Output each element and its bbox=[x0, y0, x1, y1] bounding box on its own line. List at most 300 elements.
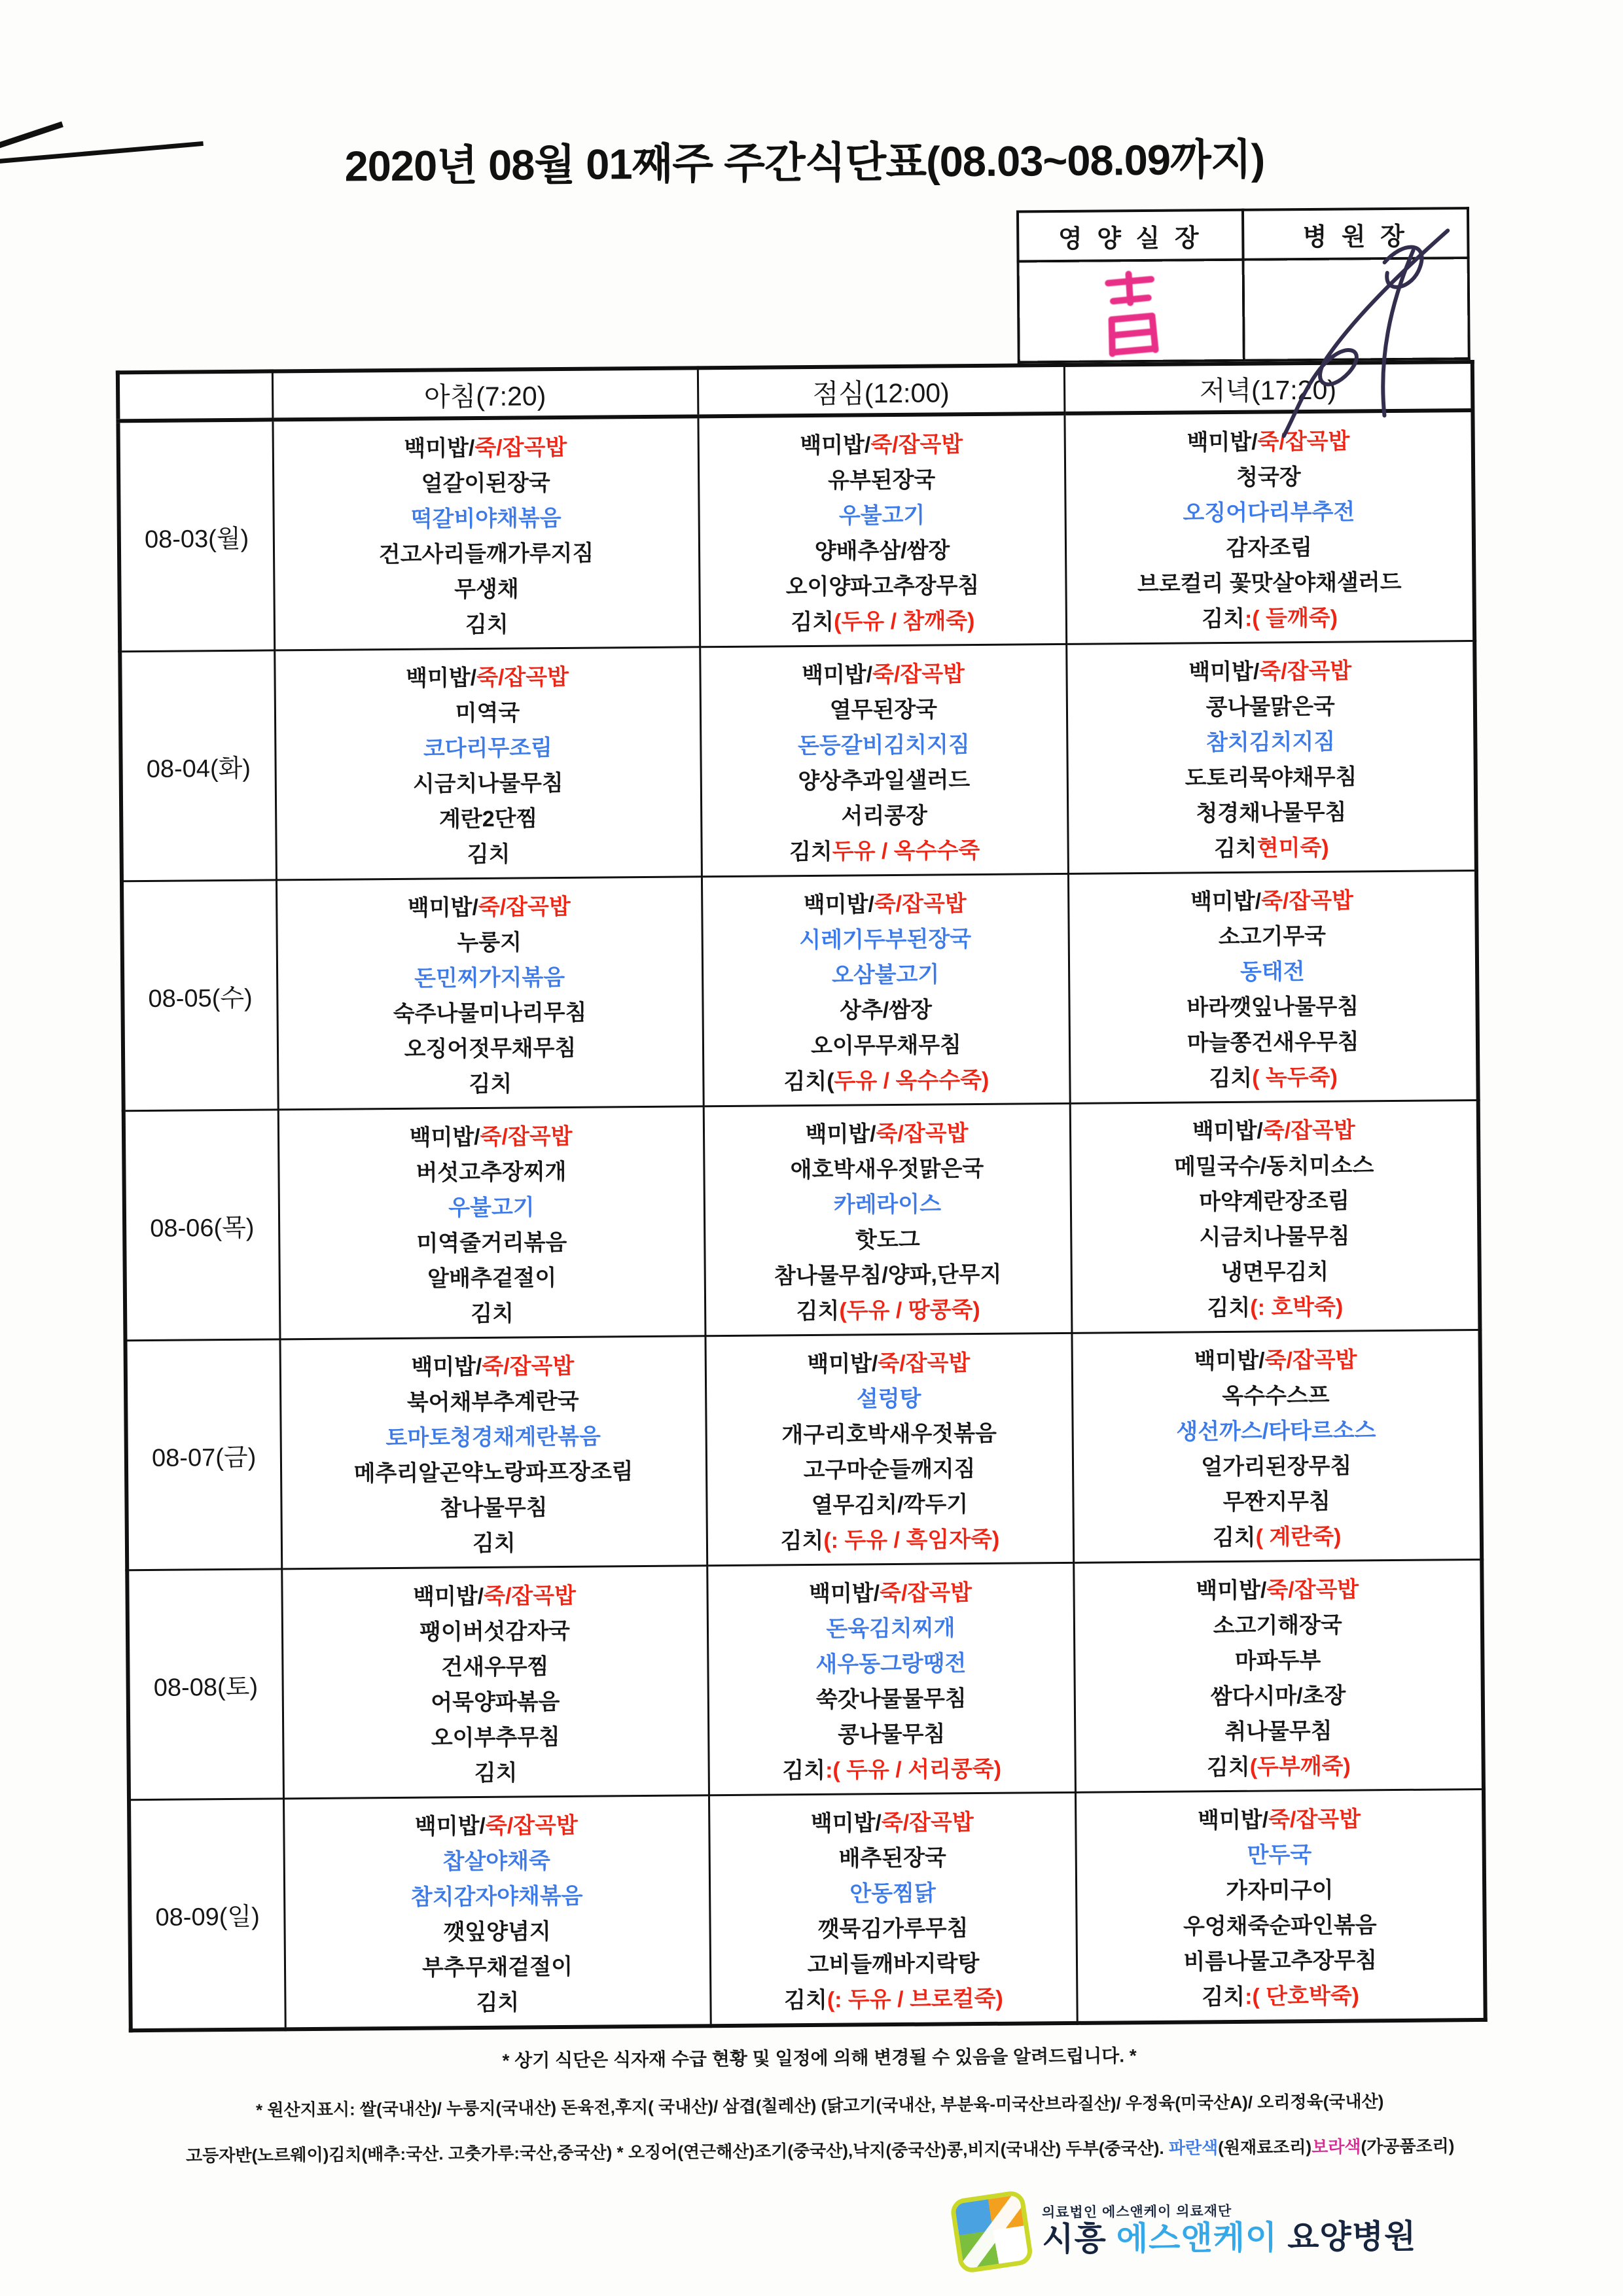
text-segment: 양상추과일샐러드 bbox=[798, 767, 971, 794]
hospital-name: 시흥 에스앤케이 요양병원 bbox=[1042, 2217, 1417, 2258]
menu-item-line bbox=[277, 656, 698, 694]
menu-item-line bbox=[703, 759, 1065, 797]
hospital-foundation-name: 의료법인 에스앤케이 의료재단 bbox=[1041, 2204, 1232, 2221]
menu-item-line bbox=[1075, 1409, 1478, 1448]
text-segment: ( 계란죽) bbox=[1255, 1524, 1342, 1550]
text-segment: 청경채나물무침 bbox=[1196, 800, 1347, 826]
text-segment: (: 두유 / 브로컬죽) bbox=[827, 1986, 1003, 2013]
text-segment: 시금치나물무침 bbox=[412, 770, 563, 797]
text-segment: 참치김치지짐 bbox=[1205, 729, 1336, 755]
text-segment: :( 두유 / 서리콩죽) bbox=[825, 1756, 1002, 1783]
text-segment: 백미밥/ bbox=[1192, 1118, 1264, 1144]
text-segment: 백미밥/ bbox=[800, 432, 871, 458]
text-segment: 알배추겉절이 bbox=[427, 1265, 557, 1292]
text-segment: (두부깨죽) bbox=[1249, 1754, 1351, 1780]
text-segment: 김치 bbox=[791, 609, 834, 635]
text-segment: 백미밥/ bbox=[409, 1124, 480, 1150]
text-segment: 죽/잡곡밥 bbox=[1260, 887, 1354, 914]
text-segment: 비름나물고추장무침 bbox=[1183, 1947, 1378, 1975]
text-segment: 파란색 bbox=[1168, 2138, 1219, 2158]
text-segment: 무짠지무침 bbox=[1222, 1489, 1330, 1515]
menu-item-line bbox=[710, 1678, 1072, 1716]
text-segment: 김치 bbox=[1212, 1525, 1256, 1550]
menu-item-line bbox=[1072, 1056, 1475, 1095]
date-cell: 08-07(금) bbox=[125, 1339, 281, 1570]
date-cell: 08-05(수) bbox=[122, 880, 278, 1111]
menu-item-line bbox=[285, 1680, 705, 1719]
footer-origin-line1: * 원산지표시: 쌀(국내산)/ 누룽지(국내산) 돈육전,후지( 국내산)/ 삼겹(칠레산) (닭고기(국내산, 부분육-미국산브라질산)/ 우정육(미국산A)/ 오리정육(국내산) bbox=[255, 2091, 1384, 2120]
text-segment: 유부된장국 bbox=[827, 467, 936, 493]
breakfast-cell bbox=[283, 1795, 711, 2030]
menu-item-line bbox=[285, 1716, 706, 1754]
text-segment: 마약계란장조림 bbox=[1199, 1188, 1350, 1214]
text-segment: 백미밥/ bbox=[406, 665, 477, 691]
approval-stamp-cell bbox=[1018, 260, 1244, 362]
menu-item-line bbox=[711, 1801, 1073, 1839]
menu-item-line bbox=[1071, 879, 1474, 918]
text-segment: 쑥갓나물물무침 bbox=[815, 1686, 967, 1712]
text-segment: 무생채 bbox=[454, 576, 519, 602]
menu-item-line bbox=[278, 797, 699, 836]
date-cell: 08-04(화) bbox=[120, 650, 276, 881]
text-segment: 두유 / 옥수수죽 bbox=[832, 838, 980, 864]
text-segment: 죽/잡곡밥 bbox=[1266, 1576, 1359, 1603]
menu-item-line bbox=[1071, 1021, 1474, 1059]
hospital-logo-icon bbox=[949, 2189, 1034, 2274]
dinner-cell bbox=[1073, 1559, 1484, 1792]
text-segment: 백미밥/ bbox=[404, 435, 475, 461]
text-segment: 오이부추무침 bbox=[431, 1724, 560, 1751]
menu-item-line bbox=[286, 1839, 707, 1878]
text-segment: 참치감자야채볶음 bbox=[410, 1883, 583, 1910]
column-header-lunch: 점심(12:00) bbox=[698, 365, 1065, 416]
text-segment: 시금치나물무침 bbox=[1199, 1224, 1350, 1250]
text-segment: 죽/잡곡밥 bbox=[1257, 429, 1350, 455]
text-segment: 콩나물맑은국 bbox=[1205, 694, 1335, 720]
breakfast-cell bbox=[276, 877, 704, 1110]
text-segment: (가공품조리) bbox=[1361, 2136, 1455, 2157]
menu-item-line bbox=[1069, 720, 1472, 759]
menu-item-line bbox=[711, 1748, 1073, 1786]
lunch-cell bbox=[698, 414, 1066, 647]
text-segment: 브로컬리 꽃맛살야채샐러드 bbox=[1137, 569, 1402, 597]
text-segment: 죽/잡곡밥 bbox=[476, 664, 569, 690]
column-header-breakfast: 아침(7:20) bbox=[272, 368, 698, 419]
text-segment: 김치 bbox=[474, 1760, 518, 1786]
menu-item-line bbox=[708, 1448, 1070, 1486]
menu-item-line bbox=[1069, 650, 1472, 688]
menu-row bbox=[127, 1559, 1484, 1799]
text-segment: 상추/쌈장 bbox=[839, 997, 933, 1023]
menu-item-line bbox=[1076, 1604, 1479, 1642]
text-segment: 배추된장국 bbox=[838, 1845, 946, 1871]
menu-item-line bbox=[285, 1751, 706, 1790]
lunch-cell bbox=[702, 874, 1070, 1106]
text-segment: 깻묵김가루무침 bbox=[817, 1915, 969, 1942]
lunch-cell bbox=[700, 644, 1068, 876]
text-segment: 메밀국수/동치미소스 bbox=[1174, 1152, 1374, 1180]
menu-item-line bbox=[701, 529, 1063, 567]
text-segment: 죽/잡곡밥 bbox=[878, 1350, 971, 1376]
menu-item-line bbox=[704, 830, 1065, 868]
menu-item-line bbox=[277, 691, 698, 730]
text-segment: 얼갈이된장국 bbox=[421, 470, 550, 497]
menu-item-line bbox=[1073, 1250, 1476, 1289]
menu-item-line bbox=[712, 1907, 1074, 1945]
text-segment: 백미밥/ bbox=[1197, 1807, 1269, 1833]
text-segment: 설렁탕 bbox=[856, 1386, 921, 1411]
text-segment: 버섯고추장찌개 bbox=[416, 1159, 567, 1186]
breakfast-cell bbox=[279, 1336, 707, 1569]
text-segment: 부추무채겉절이 bbox=[421, 1954, 573, 1981]
menu-item-line bbox=[279, 885, 700, 924]
menu-item-line bbox=[707, 1377, 1069, 1415]
text-segment: 숙주나물미나리무침 bbox=[393, 1000, 587, 1027]
menu-item-line bbox=[276, 567, 697, 606]
text-segment: 고비들깨바지락탕 bbox=[807, 1951, 980, 1977]
dinner-cell bbox=[1068, 871, 1478, 1104]
menu-item-line bbox=[1074, 1374, 1477, 1413]
text-segment: 백미밥/ bbox=[1190, 889, 1262, 914]
text-segment: 계란2단찜 bbox=[438, 805, 538, 832]
menu-item-line bbox=[279, 921, 700, 959]
text-segment: :( 들깨죽) bbox=[1244, 605, 1338, 631]
menu-item-line bbox=[281, 1221, 702, 1260]
text-segment: 고등자반(노르웨이)김치(배추:국산. 고춧가루:국산,중국산) * 오징어(연근해산)조기(중국산),낙지(중국산)콩,비지(국내산) 두부(중국산). bbox=[185, 2138, 1169, 2166]
text-segment: 가자미구이 bbox=[1226, 1877, 1334, 1903]
menu-item-line bbox=[705, 1059, 1067, 1097]
text-segment: 죽/잡곡밥 bbox=[874, 891, 967, 917]
menu-item-line bbox=[1077, 1745, 1480, 1784]
text-segment: 깻잎양념지 bbox=[443, 1918, 551, 1945]
date-cell: 08-09(일) bbox=[129, 1799, 285, 2030]
text-segment: 마파두부 bbox=[1234, 1648, 1321, 1674]
text-segment: 감자조림 bbox=[1226, 535, 1313, 561]
menu-item-line bbox=[707, 1342, 1069, 1380]
text-segment: 고구마순들깨지짐 bbox=[803, 1456, 976, 1483]
menu-item-line bbox=[704, 918, 1066, 956]
text-segment: 김치 bbox=[465, 612, 508, 637]
menu-item-line bbox=[1069, 756, 1472, 794]
text-segment: 참나물무침/양파,단무지 bbox=[774, 1262, 1002, 1288]
text-segment: 백미밥/ bbox=[801, 662, 873, 688]
text-segment: 백미밥/ bbox=[803, 891, 875, 917]
menu-item-line bbox=[709, 1607, 1071, 1645]
menu-item-line bbox=[1073, 1180, 1476, 1218]
menu-item-line bbox=[1067, 491, 1471, 529]
text-segment: (두유 / 땅콩죽) bbox=[839, 1297, 980, 1324]
text-segment: 죽/잡곡밥 bbox=[872, 661, 965, 687]
text-segment: 건새우무찜 bbox=[441, 1653, 549, 1680]
menu-item-line bbox=[1074, 1339, 1477, 1377]
text-segment: 우엉채죽순파인볶음 bbox=[1183, 1912, 1377, 1939]
menu-item-line bbox=[1079, 1904, 1482, 1943]
menu-item-line bbox=[1067, 455, 1470, 494]
text-segment: ( 녹두죽) bbox=[1252, 1065, 1338, 1091]
menu-item-line bbox=[283, 1415, 704, 1454]
text-segment: 냉면무김치 bbox=[1221, 1259, 1329, 1285]
menu-item-line bbox=[1073, 1215, 1476, 1254]
menu-row bbox=[122, 871, 1478, 1111]
text-segment: 보라색 bbox=[1311, 2136, 1361, 2157]
menu-item-line bbox=[284, 1610, 705, 1648]
text-segment: 죽/잡곡밥 bbox=[879, 1580, 972, 1606]
lunch-cell bbox=[709, 1792, 1077, 2026]
text-segment: 누룽지 bbox=[457, 929, 522, 955]
text-segment: 바라깻잎나물무침 bbox=[1186, 993, 1359, 1020]
menu-row bbox=[124, 1101, 1480, 1341]
menu-item-line bbox=[1073, 1144, 1476, 1183]
footer-origin-line2 bbox=[9, 2131, 1623, 2168]
text-segment: 죽/잡곡밥 bbox=[480, 1123, 573, 1150]
menu-item-line bbox=[712, 1943, 1074, 1981]
text-segment: 서리콩장 bbox=[841, 803, 928, 829]
text-segment: 백미밥/ bbox=[807, 1351, 878, 1377]
text-segment: 소고기무국 bbox=[1218, 923, 1327, 949]
text-segment: 김치 bbox=[1206, 1754, 1250, 1780]
text-segment: 얼가리된장무침 bbox=[1201, 1453, 1352, 1479]
text-segment: 양배추삼/쌈장 bbox=[814, 537, 950, 564]
text-segment: 새우동그랑땡전 bbox=[815, 1650, 967, 1677]
menu-item-line bbox=[700, 459, 1062, 497]
text-segment: 동태전 bbox=[1240, 959, 1305, 985]
menu-item-line bbox=[275, 461, 696, 500]
menu-body bbox=[118, 410, 1485, 2030]
menu-item-line bbox=[283, 1486, 704, 1525]
menu-item-line bbox=[276, 603, 697, 641]
menu-item-line bbox=[1070, 826, 1473, 865]
menu-item-line bbox=[705, 989, 1067, 1027]
text-segment: 백미밥/ bbox=[810, 1810, 882, 1836]
menu-item-line bbox=[1068, 597, 1471, 635]
text-segment: 백미밥/ bbox=[1188, 659, 1260, 684]
text-segment: 만두국 bbox=[1247, 1842, 1312, 1868]
text-segment: 죽/잡곡밥 bbox=[1262, 1117, 1355, 1144]
menu-item-line bbox=[702, 565, 1063, 603]
text-segment: 김치 bbox=[472, 1530, 516, 1556]
date-cell: 08-08(토) bbox=[127, 1569, 283, 1800]
menu-item-line bbox=[281, 1256, 702, 1295]
menu-item-line bbox=[277, 726, 698, 765]
text-segment: 현미죽) bbox=[1257, 835, 1329, 861]
menu-item-line bbox=[711, 1837, 1073, 1875]
text-segment: 김치 bbox=[780, 1528, 824, 1553]
menu-item-line bbox=[700, 423, 1062, 461]
text-segment: 죽/잡곡밥 bbox=[1264, 1347, 1357, 1373]
text-segment: 백미밥/ bbox=[414, 1813, 486, 1839]
lunch-cell bbox=[707, 1563, 1075, 1795]
text-segment: 김치 bbox=[1202, 606, 1245, 631]
menu-item-line bbox=[704, 953, 1066, 991]
text-segment: 백미밥/ bbox=[407, 894, 479, 921]
menu-item-line bbox=[285, 1645, 705, 1684]
text-segment: 미역국 bbox=[455, 699, 520, 726]
text-segment: 김치 bbox=[784, 1987, 828, 2013]
date-cell: 08-03(월) bbox=[118, 419, 274, 651]
menu-item-line bbox=[1079, 1975, 1482, 2013]
menu-item-line bbox=[1076, 1568, 1479, 1607]
footer-notice: * 상기 식단은 식자재 수급 현황 및 일정에 의해 변경될 수 있음을 알려드립니다. * bbox=[502, 2045, 1137, 2071]
menu-item-line bbox=[711, 1872, 1073, 1910]
menu-item-line bbox=[1075, 1480, 1478, 1519]
text-segment: 참나물무침 bbox=[440, 1494, 548, 1521]
menu-item-line bbox=[1077, 1710, 1480, 1748]
menu-item-line bbox=[706, 1148, 1068, 1186]
text-segment: 김치 bbox=[789, 839, 832, 864]
text-segment: 개구리호박새우젓볶음 bbox=[781, 1421, 997, 1447]
text-segment: 백미밥/ bbox=[411, 1354, 482, 1380]
hospital-logo bbox=[9, 2191, 1417, 2277]
text-segment: 토마토청경채계란볶음 bbox=[385, 1424, 601, 1451]
text-segment: 김치 bbox=[1207, 1295, 1251, 1320]
text-segment: 핫도그 bbox=[855, 1227, 920, 1252]
text-segment: 북어채부추계란국 bbox=[406, 1388, 579, 1415]
menu-item-line bbox=[1077, 1639, 1480, 1678]
text-segment: 김치( bbox=[783, 1069, 834, 1094]
approval-table bbox=[1016, 207, 1471, 363]
menu-item-line bbox=[279, 1027, 700, 1065]
menu-item-line bbox=[287, 1910, 707, 1949]
name-stamp-icon bbox=[1094, 267, 1168, 362]
text-segment: 김치 bbox=[471, 1301, 514, 1326]
column-header-date bbox=[118, 371, 273, 421]
date-cell: 08-06(목) bbox=[124, 1110, 280, 1341]
text-segment: 돈민찌가지볶음 bbox=[414, 964, 565, 991]
text-segment: 카레라이스 bbox=[833, 1191, 942, 1218]
dinner-cell bbox=[1064, 410, 1474, 644]
text-segment: 죽/잡곡밥 bbox=[1259, 658, 1352, 684]
text-segment: 김치 bbox=[1209, 1065, 1253, 1091]
text-segment: 죽/잡곡밥 bbox=[485, 1812, 578, 1839]
text-segment: 죽/잡곡밥 bbox=[484, 1583, 577, 1609]
menu-item-line bbox=[287, 1945, 707, 1984]
menu-row bbox=[129, 1789, 1486, 2030]
text-segment: 죽/잡곡밥 bbox=[876, 1120, 969, 1146]
text-segment: 백미밥/ bbox=[1196, 1578, 1267, 1603]
menu-row bbox=[120, 641, 1476, 881]
menu-item-line bbox=[281, 1186, 702, 1224]
text-segment: 시레기두부된장국 bbox=[799, 926, 972, 953]
text-segment: 죽/잡곡밥 bbox=[482, 1353, 575, 1379]
text-segment: 돈등갈비김치지짐 bbox=[797, 732, 970, 758]
menu-item-line bbox=[705, 1112, 1067, 1150]
text-segment: 김치 bbox=[1213, 836, 1257, 861]
hospital-logo-text bbox=[1042, 2202, 1417, 2257]
menu-item-line bbox=[707, 1218, 1069, 1256]
menu-item-line bbox=[1069, 685, 1472, 724]
text-segment: 김치 bbox=[469, 1071, 512, 1097]
menu-item-line bbox=[277, 762, 698, 800]
menu-item-line bbox=[713, 1978, 1075, 2016]
text-segment: 오징어다리부추전 bbox=[1183, 499, 1355, 526]
text-segment: 김치 bbox=[796, 1298, 840, 1324]
text-segment: 죽/잡곡밥 bbox=[870, 431, 963, 457]
text-segment: (원재료조리) bbox=[1218, 2137, 1312, 2158]
text-segment: 백미밥/ bbox=[1194, 1348, 1265, 1373]
footer bbox=[8, 2038, 1623, 2168]
text-segment: 오삼불고기 bbox=[831, 961, 940, 988]
text-segment: 백미밥/ bbox=[413, 1583, 484, 1610]
menu-item-line bbox=[280, 1062, 701, 1101]
menu-item-line bbox=[1073, 1286, 1476, 1324]
text-segment: 찹살야채죽 bbox=[442, 1848, 551, 1874]
menu-item-line bbox=[709, 1483, 1071, 1521]
menu-item-line bbox=[1071, 915, 1474, 953]
menu-item-line bbox=[1072, 1109, 1475, 1148]
text-segment: (: 두유 / 흑임자죽) bbox=[823, 1527, 1000, 1553]
menu-item-line bbox=[279, 991, 700, 1030]
text-segment: 죽/잡곡밥 bbox=[881, 1809, 974, 1835]
text-segment: 마늘쫑건새우무침 bbox=[1186, 1029, 1359, 1055]
text-segment: 김치 bbox=[782, 1757, 826, 1783]
text-segment: 쌈다시마/초장 bbox=[1210, 1683, 1346, 1709]
menu-item-line bbox=[281, 1150, 702, 1189]
text-segment: 백미밥/ bbox=[1186, 429, 1258, 455]
menu-item-line bbox=[702, 653, 1064, 691]
menu-item-line bbox=[284, 1574, 705, 1613]
menu-item-line bbox=[286, 1804, 707, 1843]
menu-row bbox=[118, 410, 1474, 652]
text-segment: 떡갈비야채볶음 bbox=[410, 505, 562, 532]
text-segment: 김치 bbox=[476, 1990, 520, 2015]
text-segment: 열무김치/깍두기 bbox=[811, 1491, 969, 1518]
menu-item-line bbox=[704, 883, 1066, 921]
text-segment: 미역줄거리볶음 bbox=[416, 1229, 567, 1256]
lunch-cell bbox=[705, 1333, 1073, 1565]
dinner-cell bbox=[1070, 1101, 1480, 1333]
menu-item-line bbox=[711, 1713, 1073, 1751]
menu-item-line bbox=[1071, 950, 1474, 989]
text-segment: 건고사리들깨가루지짐 bbox=[378, 540, 594, 567]
weekly-menu-table bbox=[116, 360, 1488, 2032]
text-segment: (두유 / 참깨죽) bbox=[834, 608, 975, 635]
menu-item-line bbox=[702, 688, 1064, 726]
text-segment: 오이양파고추장무침 bbox=[785, 573, 980, 599]
text-segment: 메추리알곤약노랑파프장조림 bbox=[353, 1458, 633, 1487]
menu-item-line bbox=[1075, 1445, 1478, 1483]
text-segment: 안동찜닭 bbox=[849, 1881, 936, 1907]
menu-item-line bbox=[707, 1254, 1069, 1292]
menu-item-line bbox=[702, 600, 1063, 638]
menu-item-line bbox=[281, 1292, 702, 1330]
menu-item-line bbox=[709, 1519, 1071, 1557]
dinner-cell bbox=[1071, 1330, 1482, 1563]
menu-item-line bbox=[280, 1115, 701, 1154]
breakfast-cell bbox=[272, 416, 700, 650]
text-segment: 코다리무조림 bbox=[423, 735, 553, 762]
menu-item-line bbox=[708, 1413, 1070, 1451]
text-segment: 우불고기 bbox=[838, 503, 925, 529]
menu-item-line bbox=[283, 1521, 704, 1560]
menu-item-line bbox=[705, 1024, 1067, 1062]
menu-item-line bbox=[1078, 1869, 1481, 1907]
text-segment: 열무된장국 bbox=[829, 696, 938, 723]
text-segment: 애호박새우젓맑은국 bbox=[790, 1156, 984, 1182]
text-segment: 팽이버섯감자국 bbox=[419, 1618, 571, 1645]
text-segment: 우불고기 bbox=[448, 1194, 535, 1220]
breakfast-cell bbox=[281, 1566, 709, 1799]
menu-item-line bbox=[282, 1345, 703, 1383]
approval-header-nutrition: 영 양 실 장 bbox=[1018, 210, 1243, 262]
menu-item-line bbox=[710, 1642, 1072, 1680]
text-segment: 백미밥/ bbox=[805, 1121, 876, 1147]
menu-item-line bbox=[1067, 420, 1470, 459]
text-segment: 돈육김치찌개 bbox=[826, 1615, 955, 1642]
text-segment: 백미밥/ bbox=[809, 1580, 880, 1606]
menu-item-line bbox=[707, 1289, 1069, 1327]
scanned-menu-sheet bbox=[0, 122, 1623, 2296]
text-segment: :( 단호박죽) bbox=[1244, 1983, 1360, 2009]
